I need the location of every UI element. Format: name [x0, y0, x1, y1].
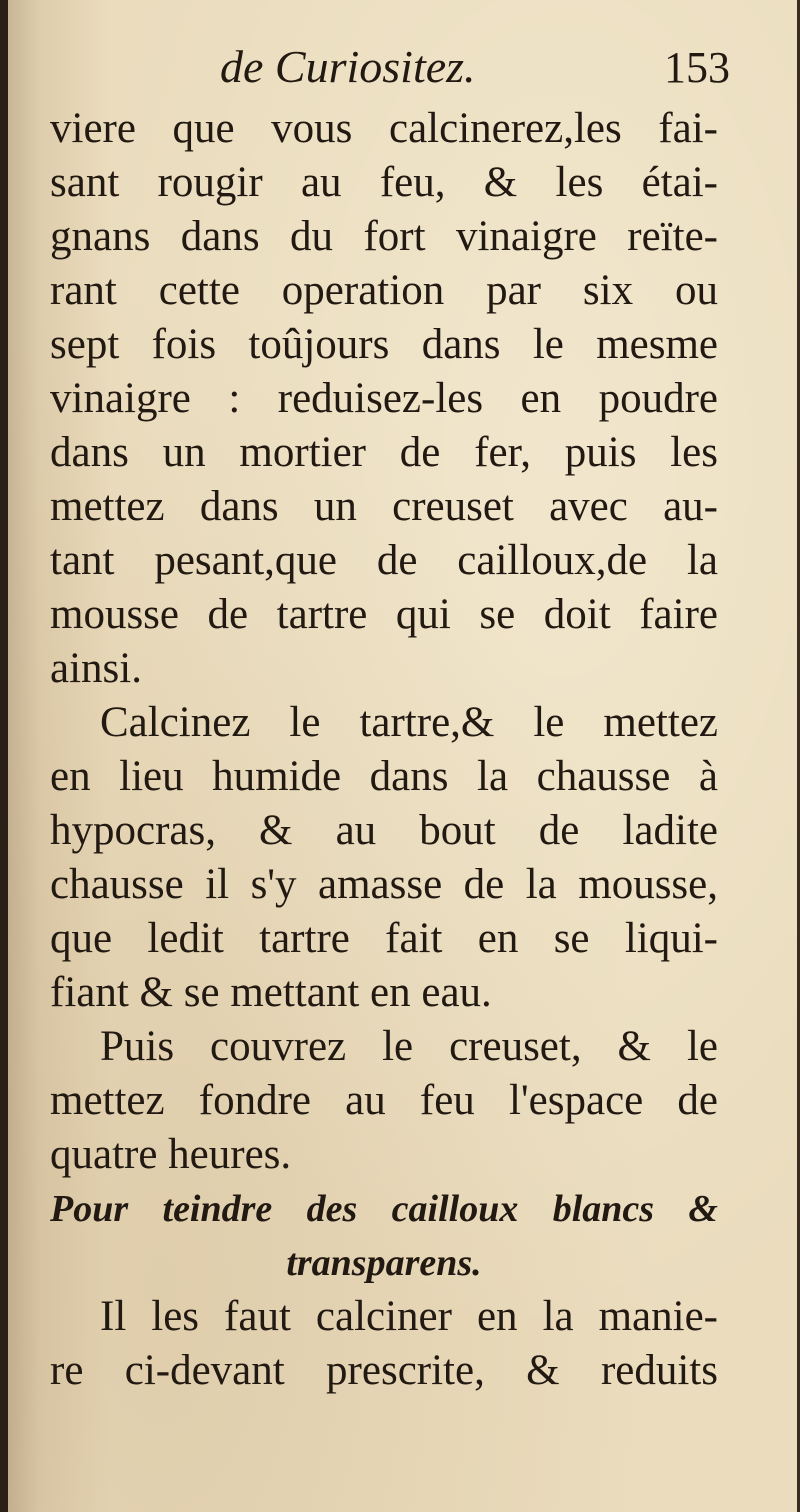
text-line: vinaigre : reduisez-les en poudre — [50, 375, 718, 422]
text-line: Calcinez le tartre,& le mettez — [100, 699, 718, 746]
section-heading-line: transparens. — [286, 1242, 482, 1284]
running-head-title: de Curiositez. — [220, 41, 476, 92]
section-heading — [50, 1182, 740, 1290]
text-line: sant rougir au feu, & les étai- — [50, 159, 718, 206]
paragraph-4 — [50, 1290, 740, 1398]
running-head — [50, 40, 740, 102]
text-line: mousse de tartre qui se doit faire — [50, 591, 718, 638]
text-line: fiant & se mettant en eau. — [50, 969, 492, 1016]
paragraph-3 — [50, 1020, 740, 1182]
text-line: gnans dans du fort vinaigre reïte- — [50, 213, 718, 260]
text-line: Puis couvrez le creuset, & le — [100, 1023, 718, 1070]
page-number: 153 — [664, 43, 730, 92]
text-line: dans un mortier de fer, puis les — [50, 429, 718, 476]
text-line: viere que vous calcinerez,les fai- — [50, 105, 718, 152]
text-line: quatre heures. — [50, 1131, 292, 1178]
text-line: re ci-devant prescrite, & reduits — [50, 1347, 718, 1394]
text-line: ainsi. — [50, 645, 142, 692]
text-line: en lieu humide dans la chausse à — [50, 753, 718, 800]
text-line: hypocras, & au bout de ladite — [50, 807, 718, 854]
text-line: tant pesant,que de cailloux,de la — [50, 537, 718, 584]
text-line: rant cette operation par six ou — [50, 267, 718, 314]
paragraph-2 — [50, 696, 740, 1020]
text-line: mettez dans un creuset avec au- — [50, 483, 718, 530]
page-gutter — [0, 0, 8, 1512]
paragraph-1 — [50, 102, 740, 696]
text-line: mettez fondre au feu l'espace de — [50, 1077, 718, 1124]
text-line: sept fois toûjours dans le mesme — [50, 321, 718, 368]
text-line: que ledit tartre fait en se liqui- — [50, 915, 718, 962]
section-heading-line: Pour teindre des cailloux blancs & — [50, 1188, 718, 1230]
text-line: Il les faut calciner en la manie- — [100, 1293, 718, 1340]
page-text — [50, 40, 740, 1398]
text-line: chausse il s'y amasse de la mousse, — [50, 861, 718, 908]
